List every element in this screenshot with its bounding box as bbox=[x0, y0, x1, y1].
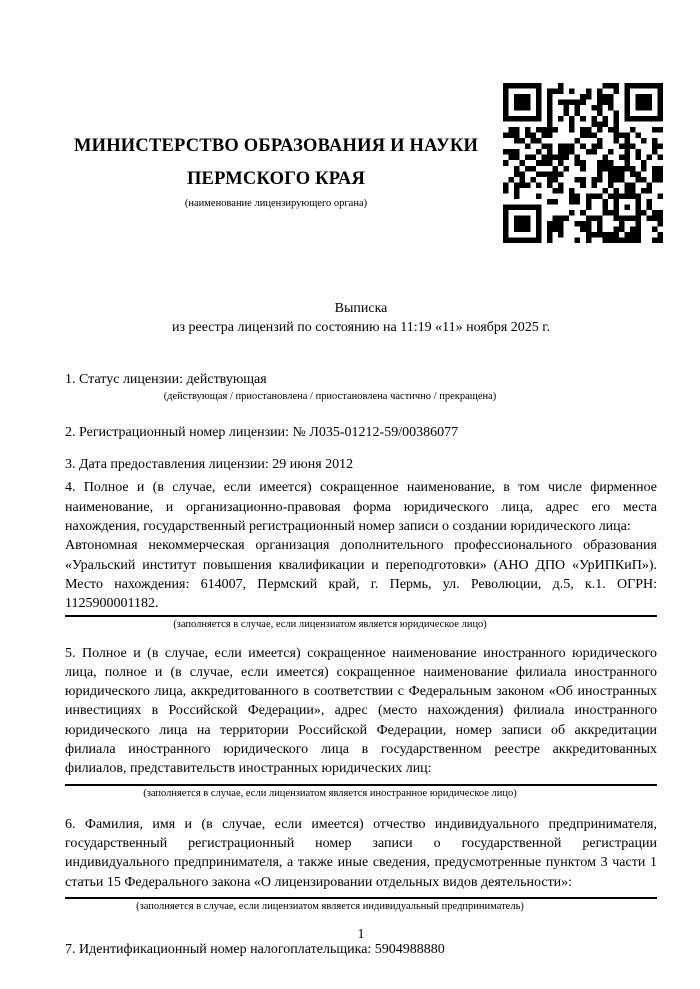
entrepreneur-blank-value bbox=[65, 892, 657, 896]
foreign-entity-item bbox=[65, 644, 657, 801]
foreign-entity-blank-value bbox=[65, 779, 657, 783]
registration-number-line: 2. Регистрационный номер лицензии: № Л035-01212-59/00386077 bbox=[65, 424, 459, 440]
entrepreneur-paragraph: 6. Фамилия, имя и (в случае, если имеется) отчество индивидуального предпринимателя, государственный регистрационный номер записи о государственной регистрации индивидуального предпринимателя, а также иные сведения, предусмотренные пунктом 3 части 1 статьи 15 Федерального закона «О лицензировании отдельных видов деятельности»: bbox=[65, 816, 657, 890]
ministry-name-line1: МИНИСТЕРСТВО ОБРАЗОВАНИЯ И НАУКИ bbox=[73, 136, 479, 156]
licensing-authority-caption: (наименование лицензирующего органа) bbox=[184, 198, 368, 209]
license-status-item bbox=[65, 370, 657, 404]
document-title: Выписка bbox=[334, 301, 388, 316]
legal-entity-paragraph: 4. Полное и (в случае, если имеется) сокращенное наименование, в том числе фирменное наименование, и организационно-правовая форма юридического лица, адрес его места нахождения, государственный регистрационный номер записи о создании юридического лица: bbox=[65, 480, 657, 535]
document-body bbox=[65, 299, 657, 959]
ministry-header bbox=[60, 130, 492, 211]
foreign-entity-paragraph: 5. Полное и (в случае, если имеется) сокращенное наименование иностранного юридического лица, полное и (в случае, если имеется) сокращенное наименование филиала иностранного юридического лица, аккредитованного в соответствии с Федеральным законом «Об иностранных инвестициях в Российской Федерации», адрес (место нахождения) филиала иностранного юридического лица на территории Российской Федерации, номер записи об аккредитации филиала иностранного юридического лица в государственном реестре аккредитованных филиалов, представительств иностранных юридических лиц: bbox=[65, 645, 657, 777]
legal-entity-item bbox=[65, 478, 657, 631]
taxpayer-number-line: 7. Идентификационный номер налогоплательщика: 5904988880 bbox=[65, 941, 445, 957]
page-number: 1 bbox=[357, 927, 365, 942]
foreign-entity-caption: (заполняется в случае, если лицензиатом является иностранное юридическое лицо) bbox=[143, 787, 517, 799]
qr-code-image bbox=[503, 83, 663, 243]
grant-date-item bbox=[65, 455, 657, 474]
legal-entity-caption: (заполняется в случае, если лицензиатом является юридическое лицо) bbox=[173, 618, 487, 630]
entrepreneur-caption: (заполняется в случае, если лицензиатом является индивидуальный предприниматель) bbox=[136, 900, 524, 912]
license-status-line: 1. Статус лицензии: действующая bbox=[65, 371, 267, 387]
entrepreneur-item bbox=[65, 815, 657, 914]
qr-code bbox=[503, 83, 663, 243]
legal-entity-value: Автономная некоммерческая организация дополнительного профессионального образования «Уральский институт повышения квалификации и переподготовки» (АНО ДПО «УрИПКиП»). Место нахождения: 614007, Пермский край, г. Пермь, ул. Революции, д.5, к.1. ОГРН: 1125900001182. bbox=[65, 538, 657, 612]
document-subtitle: из реестра лицензий по состоянию на 11:19 «11» ноября 2025 г. bbox=[172, 320, 550, 336]
grant-date-line: 3. Дата предоставления лицензии: 29 июня 2012 bbox=[65, 457, 354, 473]
registration-number-item bbox=[65, 423, 657, 442]
ministry-name-line2: ПЕРМСКОГО КРАЯ bbox=[186, 169, 366, 189]
license-status-options-caption: (действующая / приостановлена / приостановлена частично / прекращена) bbox=[163, 390, 497, 402]
